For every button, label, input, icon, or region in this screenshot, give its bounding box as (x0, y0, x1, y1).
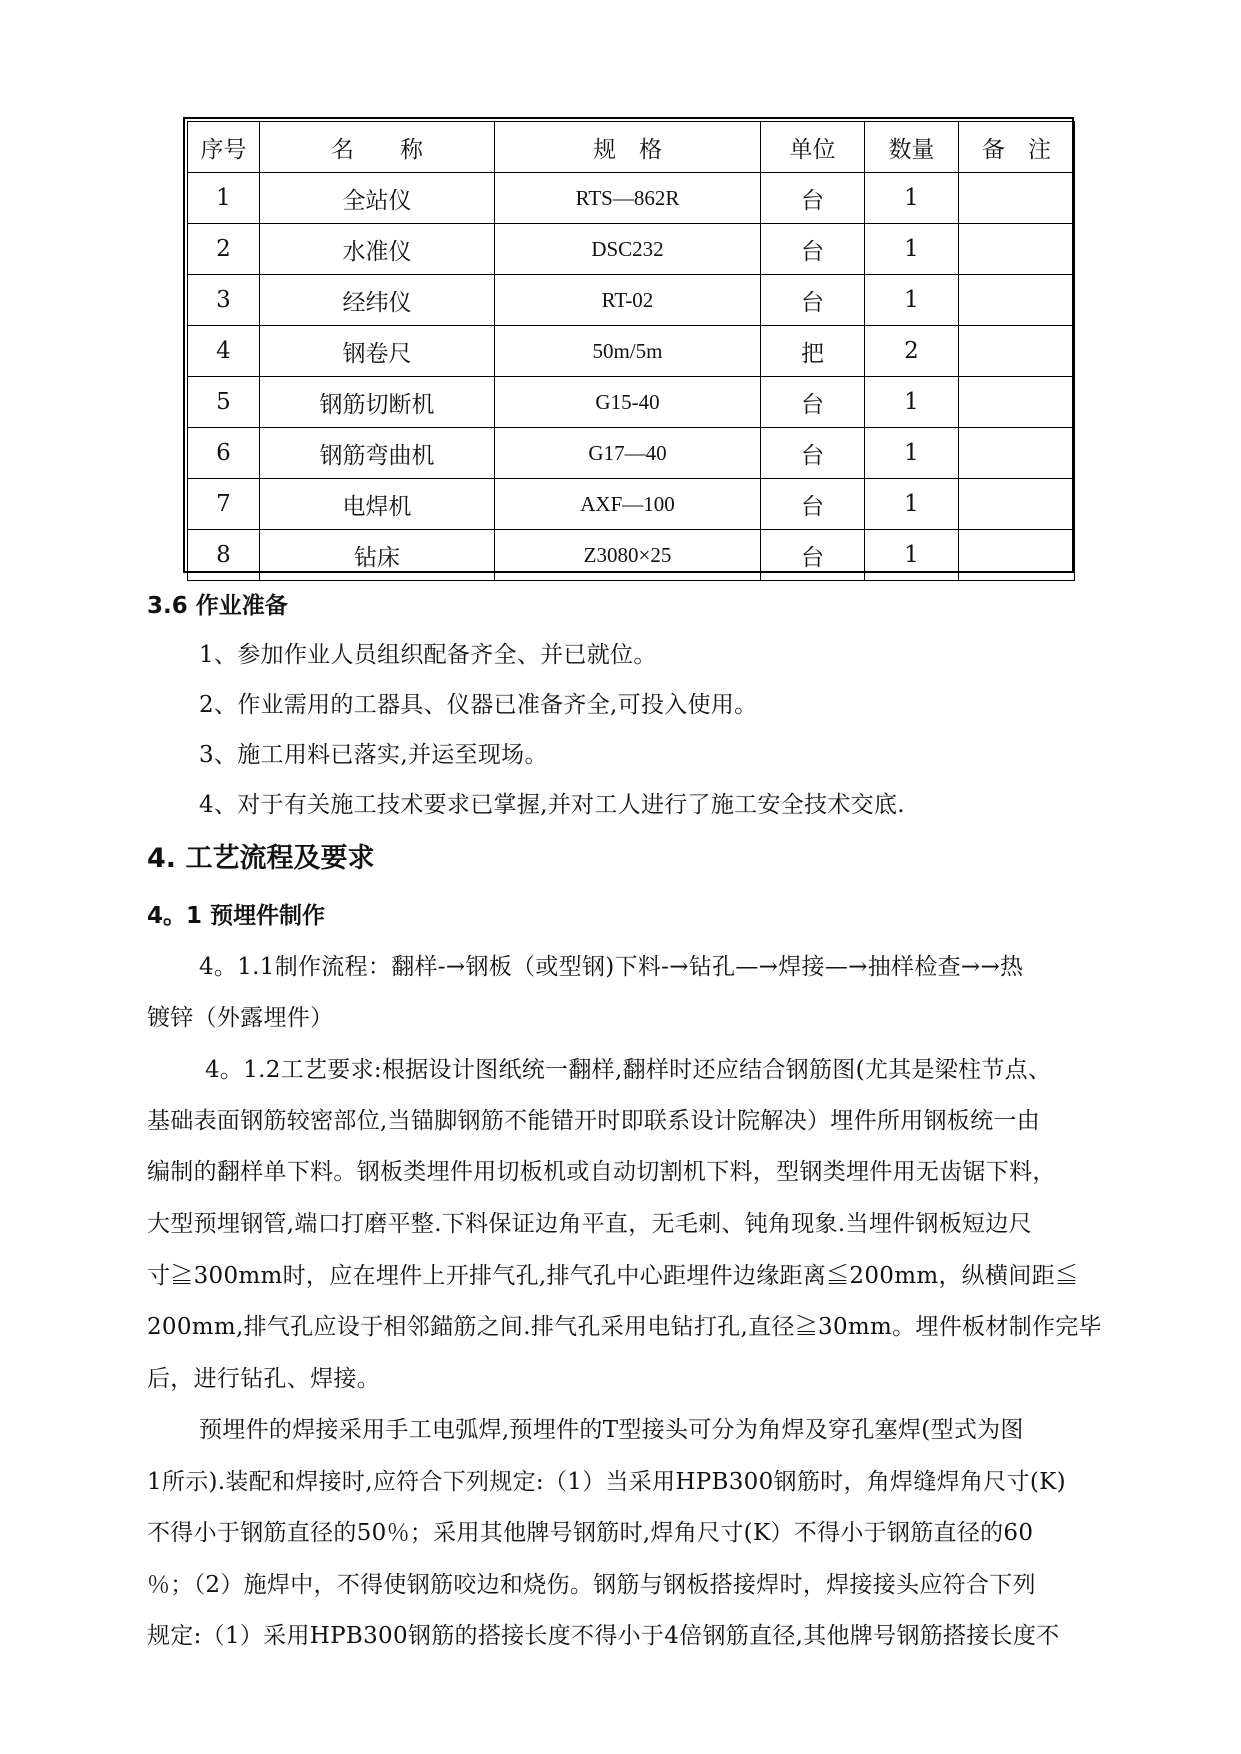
body-line: 不得小于钢筋直径的50％；采用其他牌号钢筋时,焊角尺寸(K）不得小于钢筋直径的60 (147, 1520, 1034, 1546)
equipment-table (187, 121, 1075, 581)
cell-no: 4 (188, 326, 260, 377)
cell-name: 电焊机 (260, 479, 495, 530)
cell-note (959, 530, 1075, 581)
body-line: 寸≧300mm时，应在埋件上开排气孔,排气孔中心距埋件边缘距离≦200mm，纵横间距≦ (147, 1263, 1079, 1289)
header-qty: 数量 (865, 122, 959, 173)
cell-unit: 台 (761, 173, 865, 224)
cell-note (959, 479, 1075, 530)
table-row (188, 530, 1075, 581)
table-row (188, 224, 1075, 275)
section-3-6-heading: 3.6 作业准备 (147, 593, 288, 619)
section-4-heading: 4. 工艺流程及要求 (147, 843, 375, 874)
prep-item-2: 2、作业需用的工器具、仪器已准备齐全,可投入使用。 (199, 692, 758, 718)
body-line: 1所示).装配和焊接时,应符合下列规定:（1）当采用HPB300钢筋时，角焊缝焊角尺寸(K) (147, 1469, 1066, 1495)
cell-unit: 台 (761, 428, 865, 479)
header-unit: 单位 (761, 122, 865, 173)
cell-spec: G15-40 (495, 377, 761, 428)
body-line: 编制的翻样单下料。钢板类埋件用切板机或自动切割机下料，型钢类埋件用无齿锯下料， (147, 1159, 1056, 1185)
table-row (188, 275, 1075, 326)
cell-spec: RTS—862R (495, 173, 761, 224)
table-row (188, 173, 1075, 224)
equipment-table-frame (183, 117, 1074, 573)
cell-name: 水准仪 (260, 224, 495, 275)
cell-qty: 1 (865, 224, 959, 275)
cell-note (959, 224, 1075, 275)
cell-spec: Z3080×25 (495, 530, 761, 581)
cell-unit: 台 (761, 275, 865, 326)
cell-no: 8 (188, 530, 260, 581)
body-line: ％；（2）施焊中，不得使钢筋咬边和烧伤。钢筋与钢板搭接焊时，焊接接头应符合下列 (147, 1572, 1036, 1598)
cell-unit: 台 (761, 479, 865, 530)
cell-note (959, 428, 1075, 479)
body-line: 4。1.2工艺要求:根据设计图纸统一翻样,翻样时还应结合钢筋图(尤其是梁柱节点、 (205, 1057, 1052, 1083)
cell-spec: G17—40 (495, 428, 761, 479)
cell-qty: 1 (865, 530, 959, 581)
cell-no: 2 (188, 224, 260, 275)
body-line: 4。1.1制作流程：翻样-→钢板（或型钢)下料-→钻孔—→焊接—→抽样检查→→热 (199, 954, 1024, 980)
table-row (188, 479, 1075, 530)
prep-item-4: 4、对于有关施工技术要求已掌握,并对工人进行了施工安全技术交底. (199, 792, 905, 818)
prep-item-3: 3、施工用料已落实,并运至现场。 (199, 742, 548, 768)
cell-name: 钻床 (260, 530, 495, 581)
section-4-1-heading: 4。1 预埋件制作 (147, 903, 326, 929)
cell-spec: AXF—100 (495, 479, 761, 530)
cell-spec: 50m/5m (495, 326, 761, 377)
table-header-row (188, 122, 1075, 173)
body-line: 大型预埋钢管,端口打磨平整.下料保证边角平直，无毛刺、钝角现象.当埋件钢板短边尺 (147, 1211, 1032, 1237)
cell-note (959, 275, 1075, 326)
cell-unit: 台 (761, 224, 865, 275)
cell-name: 全站仪 (260, 173, 495, 224)
cell-qty: 2 (865, 326, 959, 377)
cell-no: 5 (188, 377, 260, 428)
cell-note (959, 377, 1075, 428)
cell-qty: 1 (865, 377, 959, 428)
table-row (188, 428, 1075, 479)
cell-no: 1 (188, 173, 260, 224)
cell-unit: 把 (761, 326, 865, 377)
cell-qty: 1 (865, 479, 959, 530)
body-line: 基础表面钢筋较密部位,当锚脚钢筋不能错开时即联系设计院解决）埋件所用钢板统一由 (147, 1108, 1041, 1134)
body-line: 规定:（1）采用HPB300钢筋的搭接长度不得小于4倍钢筋直径,其他牌号钢筋搭接长度不 (147, 1623, 1060, 1649)
cell-unit: 台 (761, 377, 865, 428)
cell-name: 钢筋切断机 (260, 377, 495, 428)
body-line: 后，进行钻孔、焊接。 (147, 1366, 380, 1392)
cell-spec: DSC232 (495, 224, 761, 275)
table-row (188, 377, 1075, 428)
cell-spec: RT-02 (495, 275, 761, 326)
header-note: 备 注 (959, 122, 1075, 173)
cell-no: 3 (188, 275, 260, 326)
cell-note (959, 173, 1075, 224)
cell-name: 钢筋弯曲机 (260, 428, 495, 479)
cell-note (959, 326, 1075, 377)
body-line: 镀锌（外露埋件） (147, 1005, 334, 1031)
body-line: 预埋件的焊接采用手工电弧焊,预埋件的T型接头可分为角焊及穿孔塞焊(型式为图 (199, 1417, 1024, 1443)
prep-item-1: 1、参加作业人员组织配备齐全、并已就位。 (199, 642, 657, 668)
table-row (188, 326, 1075, 377)
cell-no: 7 (188, 479, 260, 530)
cell-name: 钢卷尺 (260, 326, 495, 377)
cell-no: 6 (188, 428, 260, 479)
cell-qty: 1 (865, 173, 959, 224)
cell-qty: 1 (865, 275, 959, 326)
cell-name: 经纬仪 (260, 275, 495, 326)
cell-unit: 台 (761, 530, 865, 581)
header-name: 名 称 (260, 122, 495, 173)
body-line: 200mm,排气孔应设于相邻錨筋之间.排气孔采用电钻打孔,直径≧30mm。埋件板材制作完毕 (147, 1314, 1102, 1340)
header-no: 序号 (188, 122, 260, 173)
cell-qty: 1 (865, 428, 959, 479)
header-spec: 规 格 (495, 122, 761, 173)
